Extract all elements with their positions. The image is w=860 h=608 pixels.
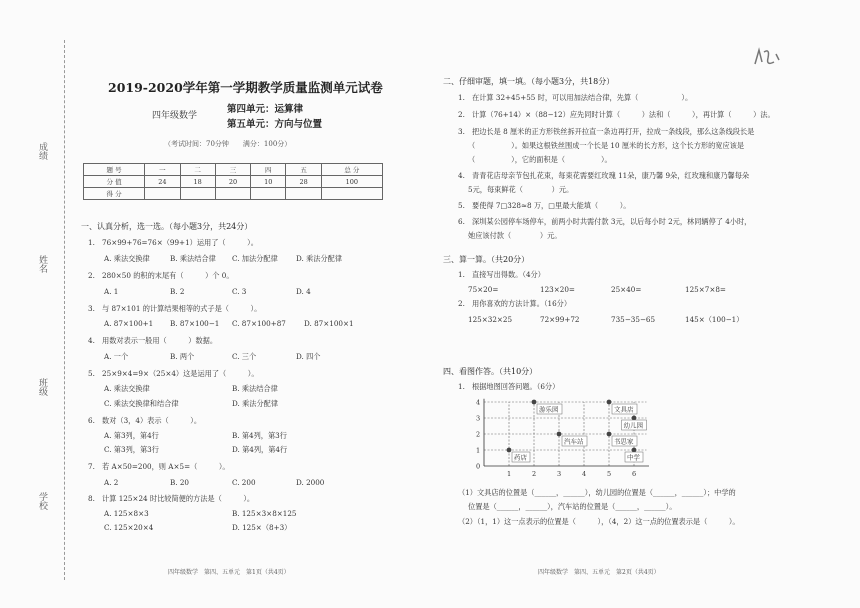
calc-item: 125×32×25 <box>468 315 513 324</box>
option: C. 乘法交换律和结合律 <box>104 399 179 408</box>
table-cell: 二 <box>180 164 215 176</box>
question-stem: 3. 与 87×101 的计算结果相等的式子是（ ）。 <box>88 304 262 313</box>
y-tick-label: 0 <box>476 462 481 471</box>
table-cell: 18 <box>180 176 215 188</box>
x-tick-label: 5 <box>607 470 612 478</box>
option: D. 125×（8+3） <box>232 523 292 532</box>
page2-footer: 四年级数学 第四、五单元 第2页（共4页） <box>538 569 660 576</box>
place-point <box>632 416 637 421</box>
section3-title: 三、算一算。（共20分） <box>443 255 530 264</box>
x-tick-label: 6 <box>632 470 637 478</box>
place-label: 药店 <box>514 453 527 462</box>
y-tick-label: 1 <box>476 446 481 455</box>
option: A. 125×8×3 <box>104 509 149 518</box>
table-cell: 100 <box>321 176 382 188</box>
option: B. 两个 <box>170 352 195 361</box>
option: B. 乘法结合律 <box>170 254 216 263</box>
table-cell: 28 <box>286 176 321 188</box>
place-label: 书思家 <box>614 437 634 446</box>
score-table-values <box>84 176 383 188</box>
table-cell: 四 <box>251 164 286 176</box>
place-point <box>632 448 637 453</box>
map-question-2: （2）（1，1）这一点表示的位置是（ ），（4，2）这一点的位置表示是（ ）。 <box>458 517 740 526</box>
question-stem: 8. 计算 125×24 时比较简便的方法是（ ）。 <box>88 494 255 503</box>
place-point <box>507 448 512 453</box>
place-label: 文具店 <box>614 405 634 414</box>
option: D. 乘法分配律 <box>232 399 279 408</box>
option: C. 加法分配律 <box>232 254 278 263</box>
option: B. 20 <box>170 478 189 487</box>
option: C. 3 <box>232 287 247 296</box>
fill-line: 4. 青青花店母亲节包扎花束，每束花需要红玫瑰 11朵，康乃馨 9朵，红玫瑰和康乃馨每朵 <box>458 171 750 180</box>
margin-label-name: 姓名 <box>37 255 47 273</box>
option: D. 2000 <box>296 478 325 487</box>
coordinate-map <box>470 392 650 484</box>
option: B. 125×3×8×125 <box>232 509 297 518</box>
section1-title: 一、认真分析，选一选。（每小题3分，共24分） <box>81 222 253 231</box>
option: D. 4 <box>296 287 311 296</box>
option: C. 200 <box>232 478 256 487</box>
calc-item: 145×（100−1） <box>685 315 744 324</box>
calc1-title: 1. 直接写出得数。（4分） <box>458 270 545 279</box>
y-tick-label: 2 <box>476 430 481 439</box>
place-point <box>607 400 612 405</box>
option: B. 2 <box>170 287 185 296</box>
grade-subject: 四年级数学 <box>152 111 198 121</box>
option: D. 87×100×1 <box>304 319 354 328</box>
option: C. 第3列，第3行 <box>104 445 159 454</box>
score-table-scores <box>84 188 383 200</box>
x-tick-label: 3 <box>557 470 562 478</box>
score-input-cell[interactable] <box>180 188 215 200</box>
question-stem: 1. 76×99+76=76×（99+1）运用了（ ）。 <box>88 238 258 247</box>
binding-line <box>64 40 65 580</box>
fill-line: 5. 要使得 7□328≈8 万，□里最大能填（ ）。 <box>458 201 631 210</box>
table-cell: 得 分 <box>84 188 145 200</box>
score-input-cell[interactable] <box>145 188 180 200</box>
x-tick-label: 4 <box>582 470 587 478</box>
table-cell: 总 分 <box>321 164 382 176</box>
table-cell: 一 <box>145 164 180 176</box>
score-input-cell[interactable] <box>251 188 286 200</box>
score-input-cell[interactable] <box>286 188 321 200</box>
option: A. 1 <box>104 287 119 296</box>
calc-item: 75×20= <box>468 285 499 294</box>
table-cell: 20 <box>215 176 250 188</box>
place-point <box>607 432 612 437</box>
option: B. 乘法结合律 <box>232 384 278 393</box>
map-title: 1. 根据地图回答问题。（6分） <box>458 382 560 391</box>
calc-item: 125×7×8= <box>685 285 726 294</box>
question-stem: 2. 280×50 的积的末尾有（ ）个 0。 <box>88 271 234 280</box>
unit5-label: 第五单元：方向与位置 <box>227 119 323 130</box>
table-cell: 10 <box>251 176 286 188</box>
score-input-cell[interactable] <box>321 188 382 200</box>
option: D. 四个 <box>296 352 321 361</box>
place-label: 汽车站 <box>564 437 584 446</box>
fill-line: 1. 在计算 32+45+55 时，可以用加法结合律，先算（ ）。 <box>458 93 693 102</box>
fill-line: 3. 把边长是 8 厘米的正方形铁丝拆开拉直一条边再打开，拉成一条线段，那么这条线段长是 <box>458 127 755 136</box>
place-point <box>557 432 562 437</box>
fill-line: （ ）。如果这根铁丝围成一个长是 10 厘米的长方形，这个长方形的宽应该是 <box>468 141 745 150</box>
question-stem: 7. 若 A×50=200，则 A×5=（ ）。 <box>88 462 230 471</box>
fill-line: 5元，每束鲜花（ ）元。 <box>468 185 574 194</box>
option: A. 乘法交换律 <box>104 254 150 263</box>
table-cell: 24 <box>145 176 180 188</box>
margin-label-school: 学校 <box>37 492 47 510</box>
place-label: 幼儿园 <box>623 421 643 430</box>
margin-label-class: 班级 <box>37 378 47 396</box>
place-point <box>532 400 537 405</box>
score-table <box>83 163 383 200</box>
section4-title: 四、看图作答。（共10分） <box>443 367 538 376</box>
table-cell: 分 值 <box>84 176 145 188</box>
exam-title: 2019-2020学年第一学期教学质量监测单元试卷 <box>108 80 383 95</box>
page1-footer: 四年级数学 第四、五单元 第1页（共4页） <box>168 569 290 576</box>
option: B. 87×100−1 <box>170 319 220 328</box>
y-tick-label: 4 <box>476 398 481 407</box>
option: A. 一个 <box>104 352 129 361</box>
fill-line: 6. 深圳某公园停车场停车，前两小时共需付款 3元，以后每小时 2元，林同辆停了 4小时， <box>458 217 752 226</box>
question-stem: 4. 用数对表示一般用（ ）数据。 <box>88 336 218 345</box>
place-label: 中学 <box>627 453 640 462</box>
option: D. 第4列，第4行 <box>232 445 288 454</box>
x-tick-label: 2 <box>532 470 537 478</box>
exam-info: （考试时间：70分钟 满分：100分） <box>164 140 292 148</box>
option: A. 2 <box>104 478 119 487</box>
option: A. 乘法交换律 <box>104 384 150 393</box>
question-stem: 6. 数对（3，4）表示（ ）。 <box>88 416 202 425</box>
y-tick-label: 3 <box>476 414 481 423</box>
fill-line: （ ），它的面积是（ ）。 <box>468 155 612 164</box>
calc2-title: 2. 用你喜欢的方法计算。（16分） <box>458 299 572 308</box>
option: A. 87×100+1 <box>104 319 154 328</box>
option: C. 87×100+87 <box>232 319 286 328</box>
option: A. 第3列，第4行 <box>104 431 159 440</box>
option: C. 125×20×4 <box>104 523 154 532</box>
fill-line: 2. 计算（76+14）×（88−12）应先同时计算（ ）法和（ ），再计算（ ）法。 <box>458 110 775 119</box>
score-input-cell[interactable] <box>215 188 250 200</box>
calc-item: 735−35−65 <box>611 315 656 324</box>
fill-line: 她应该付款（ ）元。 <box>468 231 562 240</box>
unit4-label: 第四单元：运算律 <box>227 104 304 115</box>
table-cell: 三 <box>215 164 250 176</box>
calc-item: 123×20= <box>540 285 575 294</box>
margin-label-score: 成绩 <box>37 142 47 160</box>
table-cell: 五 <box>286 164 321 176</box>
question-stem: 5. 25×9×4=9×（25×4）这是运用了（ ）。 <box>88 369 259 378</box>
x-tick-label: 1 <box>507 470 512 478</box>
score-table-header <box>84 164 383 176</box>
option: C. 三个 <box>232 352 257 361</box>
option: D. 乘法分配律 <box>296 254 343 263</box>
calc-item: 72×99+72 <box>540 315 580 324</box>
place-label: 游乐园 <box>539 405 559 414</box>
calc-item: 25×40= <box>611 285 642 294</box>
map-question-1b: 位置是（______，______），汽车站的位置是（______，______）。 <box>468 502 677 511</box>
map-question-1: （1）文具店的位置是（______，______），幼儿园的位置是（______，______）；中学的 <box>458 488 736 497</box>
section2-title: 二、仔细审题，填一填。（每小题3分，共18分） <box>443 77 615 86</box>
corner-mark <box>752 46 782 68</box>
option: B. 第4列，第3行 <box>232 431 287 440</box>
table-cell: 题 号 <box>84 164 145 176</box>
